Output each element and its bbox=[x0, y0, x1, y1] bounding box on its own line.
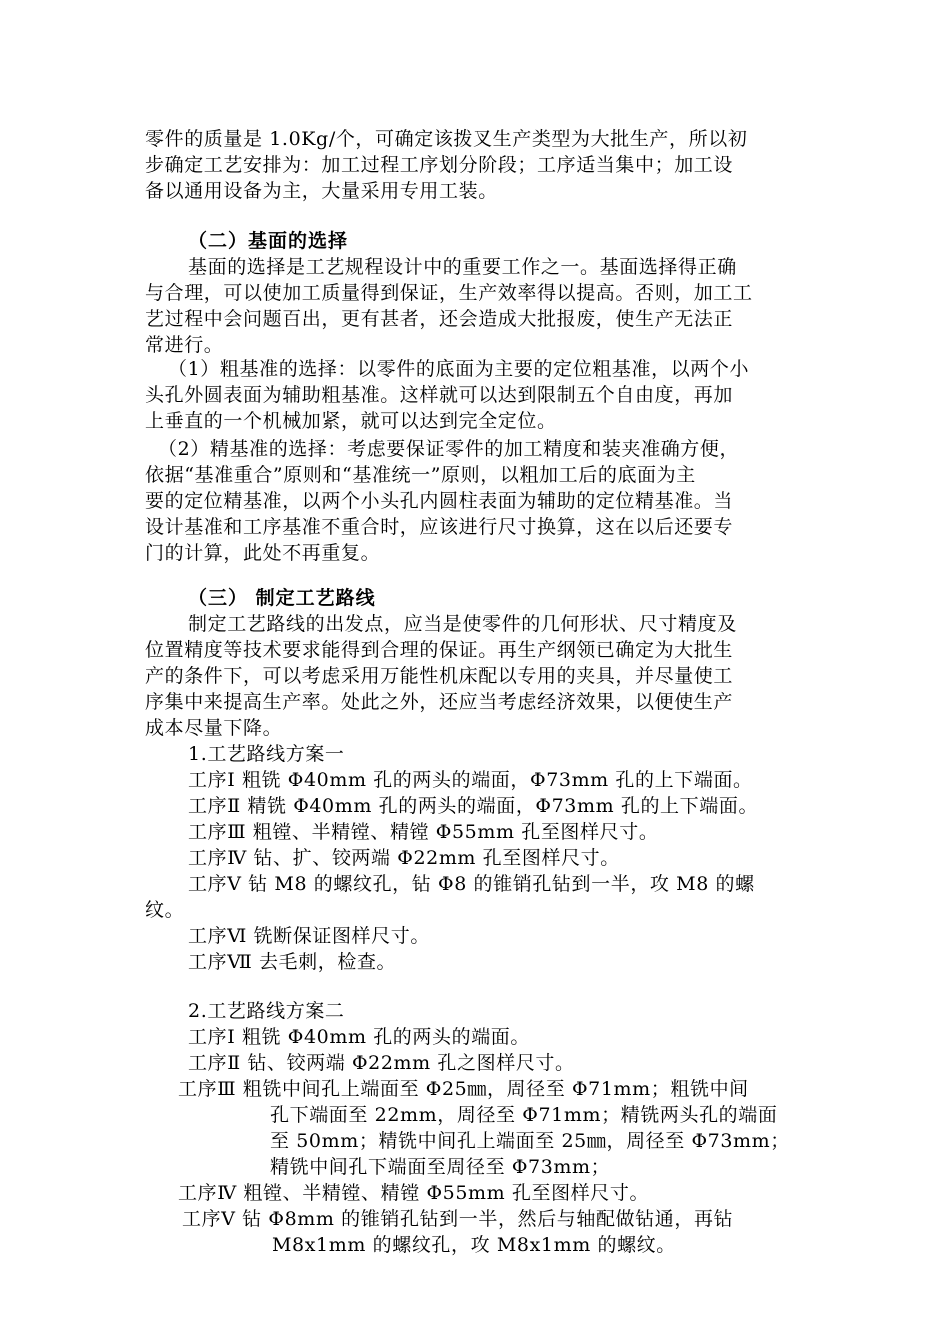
process-step: 工序Ⅳ 粗镗、半精镗、精镗 Φ55mm 孔至图样尺寸。 bbox=[178, 1182, 650, 1204]
process-step: 工序Ⅱ 精铣 Φ40mm 孔的两头的端面，Φ73mm 孔的上下端面。 bbox=[188, 795, 759, 817]
process-step: 工序Ⅱ 钻、铰两端 Φ22mm 孔之图样尺寸。 bbox=[188, 1052, 575, 1074]
process-step: M8x1mm 的螺纹孔，攻 M8x1mm 的螺纹。 bbox=[272, 1234, 676, 1256]
process-step: 工序Ⅲ 粗铣中间孔上端面至 Φ25㎜，周径至 Φ71mm；粗铣中间 bbox=[178, 1078, 749, 1100]
intro-line: 步确定工艺安排为：加工过程工序划分阶段；工序适当集中；加工设 bbox=[145, 154, 734, 176]
process-step: 纹。 bbox=[145, 899, 185, 921]
paragraph-line: 基面的选择是工艺规程设计中的重要工作之一。基面选择得正确 bbox=[188, 256, 737, 278]
plan-title: 1.工艺路线方案一 bbox=[188, 743, 345, 765]
paragraph-line: 头孔外圆表面为辅助粗基准。这样就可以达到限制五个自由度，再加 bbox=[145, 384, 734, 406]
intro-line: 零件的质量是 1.0Kg/个，可确定该拨叉生产类型为大批生产，所以初 bbox=[145, 128, 748, 150]
section-heading: （三） 制定工艺路线 bbox=[188, 587, 376, 609]
process-step: 精铣中间孔下端面至周径至 Φ73mm； bbox=[270, 1156, 611, 1178]
paragraph-line: 产的条件下，可以考虑采用万能性机床配以专用的夹具，并尽量使工 bbox=[145, 665, 734, 687]
paragraph-line: 依据“基准重合”原则和“基准统一”原则，以粗加工后的底面为主 bbox=[145, 464, 696, 486]
section-heading: （二）基面的选择 bbox=[188, 230, 349, 252]
process-step: 至 50mm；精铣中间孔上端面至 25㎜，周径至 Φ73mm； bbox=[270, 1130, 790, 1152]
paragraph-line: （1）粗基准的选择：以零件的底面为主要的定位粗基准，以两个小 bbox=[168, 358, 750, 380]
process-step: 工序Ⅴ 钻 M8 的螺纹孔，钻 Φ8 的锥销孔钻到一半，攻 M8 的螺 bbox=[188, 873, 755, 895]
process-step: 工序Ⅳ 钻、扩、铰两端 Φ22mm 孔至图样尺寸。 bbox=[188, 847, 620, 869]
paragraph-line: 制定工艺路线的出发点，应当是使零件的几何形状、尺寸精度及 bbox=[188, 613, 737, 635]
paragraph-line: （2）精基准的选择：考虑要保证零件的加工精度和装夹准确方便， bbox=[158, 438, 740, 460]
paragraph-line: 位置精度等技术要求能得到合理的保证。再生产纲领已确定为大批生 bbox=[145, 639, 734, 661]
process-step: 工序Ⅴ 钻 Φ8mm 的锥销孔钻到一半，然后与轴配做钻通，再钻 bbox=[182, 1208, 734, 1230]
paragraph-line: 成本尽量下降。 bbox=[145, 717, 283, 739]
process-step: 工序Ⅵ 铣断保证图样尺寸。 bbox=[188, 925, 430, 947]
paragraph-line: 门的计算，此处不再重复。 bbox=[145, 542, 381, 564]
process-step: 工序Ⅰ 粗铣 Φ40mm 孔的两头的端面。 bbox=[188, 1026, 531, 1048]
paragraph-line: 上垂直的一个机械加紧，就可以达到完全定位。 bbox=[145, 410, 557, 432]
paragraph-line: 常进行。 bbox=[145, 334, 224, 356]
process-step: 工序Ⅲ 粗镗、半精镗、精镗 Φ55mm 孔至图样尺寸。 bbox=[188, 821, 659, 843]
paragraph-line: 要的定位精基准，以两个小头孔内圆柱表面为辅助的定位精基准。当 bbox=[145, 490, 734, 512]
intro-line: 备以通用设备为主，大量采用专用工装。 bbox=[145, 180, 498, 202]
paragraph-line: 序集中来提高生产率。处此之外，还应当考虑经济效果，以便使生产 bbox=[145, 691, 734, 713]
plan-title: 2.工艺路线方案二 bbox=[188, 1000, 345, 1022]
paragraph-line: 与合理，可以使加工质量得到保证，生产效率得以提高。否则，加工工 bbox=[145, 282, 753, 304]
process-step: 工序Ⅶ 去毛刺，检查。 bbox=[188, 951, 397, 973]
process-step: 工序Ⅰ 粗铣 Φ40mm 孔的两头的端面，Φ73mm 孔的上下端面。 bbox=[188, 769, 753, 791]
paragraph-line: 设计基准和工序基准不重合时，应该进行尺寸换算，这在以后还要专 bbox=[145, 516, 734, 538]
process-step: 孔下端面至 22mm，周径至 Φ71mm；精铣两头孔的端面 bbox=[270, 1104, 778, 1126]
paragraph-line: 艺过程中会问题百出，更有甚者，还会造成大批报废，使生产无法正 bbox=[145, 308, 734, 330]
